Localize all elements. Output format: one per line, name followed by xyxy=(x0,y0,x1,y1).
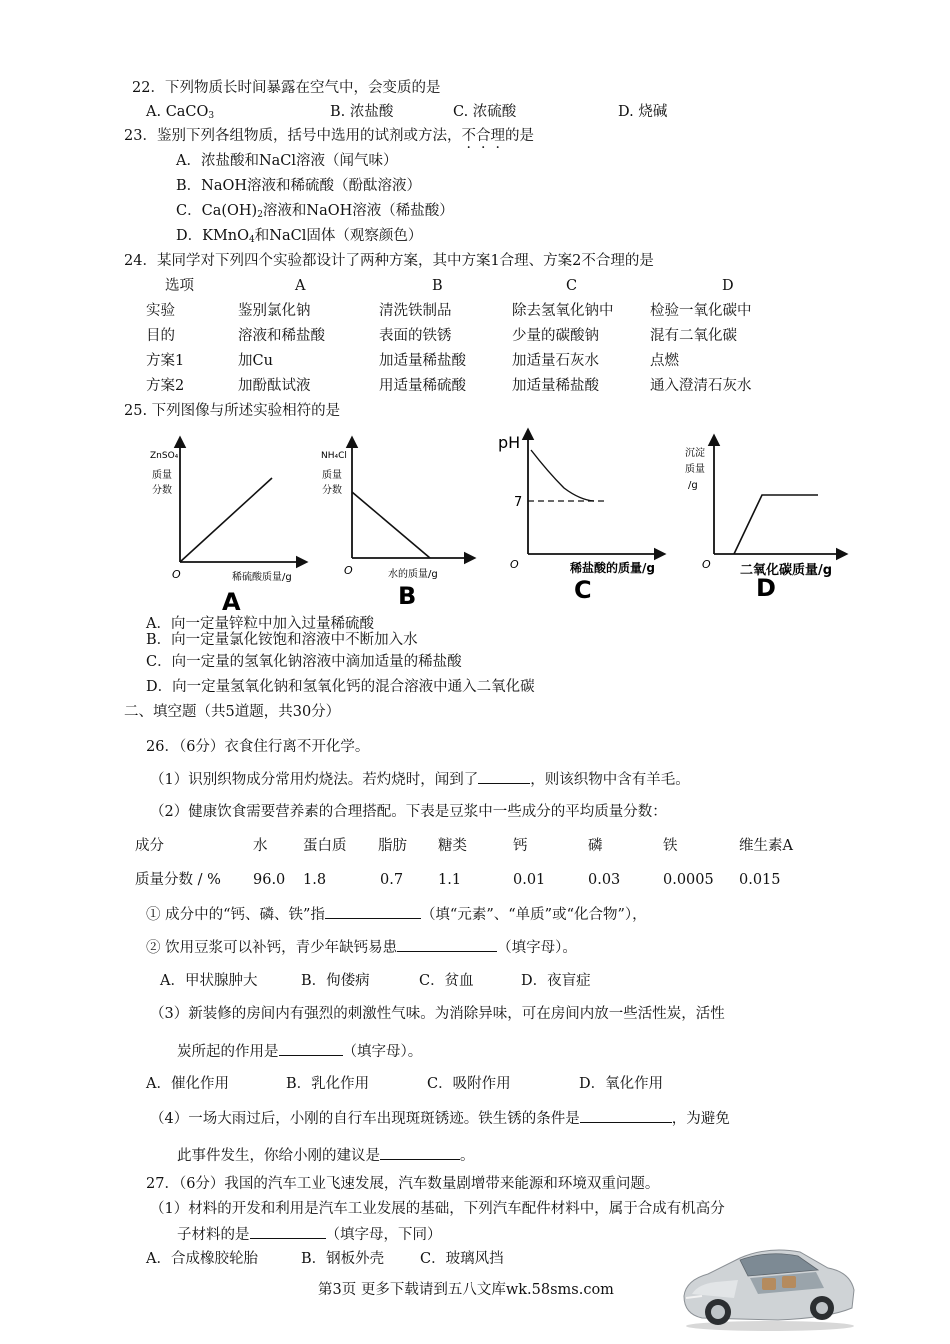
graph-b-ylabel-1: NH₄Cl xyxy=(321,451,347,461)
graph-b-curve xyxy=(352,492,430,558)
q23-option-b: B．NaOH溶液和稀硫酸（酚酞溶液） xyxy=(176,178,422,194)
q26-val-cell: 1.1 xyxy=(438,872,462,888)
q24-cell: 加Cu xyxy=(238,353,273,369)
q26-part3-option-a: A．催化作用 xyxy=(146,1076,229,1092)
graph-d-ylabel-2: 质量 xyxy=(685,464,705,475)
q27-part1-line2: 子材料的是 （填字母，下同） xyxy=(177,1224,442,1245)
q24-stem: 24．某同学对下列四个实验都设计了两种方案，其中方案1合理、方案2不合理的是 xyxy=(124,253,654,269)
graph-d-letter: D xyxy=(756,574,776,602)
graph-b-letter: B xyxy=(398,582,417,610)
q26-part3-line1: （3）新装修的房间内有强烈的刺激性气味。为消除异味，可在房间内放一些活性炭，活性 xyxy=(150,1006,725,1022)
q26-sub2: ② 饮用豆浆可以补钙，青少年缺钙易患 （填字母）。 xyxy=(146,937,577,958)
q26-head-cell: 维生素A xyxy=(739,838,793,854)
q24-head-option: 选项 xyxy=(165,278,194,294)
graph-a-letter: A xyxy=(222,588,241,616)
q26-sub2-option-a: A．甲状腺肿大 xyxy=(160,973,258,989)
graph-a-curve xyxy=(180,478,272,562)
q25-option-a: A．向一定量锌粒中加入过量稀硫酸 xyxy=(146,616,374,632)
answer-blank[interactable] xyxy=(279,1041,343,1056)
q26-sub1: ① 成分中的“钙、磷、铁”指 （填“元素”、“单质”或“化合物”）， xyxy=(146,904,647,925)
q26-head-cell: 脂肪 xyxy=(378,838,407,854)
q26-part4-line1: （4）一场大雨过后，小刚的自行车出现斑斑锈迹。铁生锈的条件是 ，为避免 xyxy=(150,1108,730,1129)
q22-option-c: C. 浓硫酸 xyxy=(453,104,517,120)
graph-c-letter: C xyxy=(574,576,592,604)
graph-d-ylabel-1: 沉淀 xyxy=(685,448,705,459)
q24-cell: 清洗铁制品 xyxy=(379,303,452,319)
graph-c-mark-7: 7 xyxy=(514,495,523,510)
q26-part1: （1）识别织物成分常用灼烧法。若灼烧时，闻到了 ，则该织物中含有羊毛。 xyxy=(150,769,690,790)
q27-option-a: A．合成橡胶轮胎 xyxy=(146,1251,258,1267)
q26-head-cell: 蛋白质 xyxy=(303,838,347,854)
q24-cell: 方案2 xyxy=(146,378,185,394)
q25-option-b: B．向一定量氯化铵饱和溶液中不断加入水 xyxy=(146,632,418,648)
q24-cell: 鉴别氯化钠 xyxy=(238,303,311,319)
graph-b-origin: O xyxy=(344,564,353,577)
graph-c-origin: O xyxy=(510,558,519,571)
graph-a-ylabel-1: ZnSO₄ xyxy=(150,451,179,461)
q26-val-cell: 0.7 xyxy=(380,872,404,888)
q24-cell: 点燃 xyxy=(650,353,679,369)
q26-stem: 26．（6分）衣食住行离不开化学。 xyxy=(146,739,370,755)
graph-a-xlabel: 稀硫酸质量/g xyxy=(232,572,292,583)
q26-part4-line2: 此事件发生，你给小刚的建议是 。 xyxy=(177,1145,475,1166)
answer-blank[interactable] xyxy=(250,1224,326,1239)
q24-cell: 除去氢氧化钠中 xyxy=(512,303,614,319)
q26-sub2-option-b: B．佝偻病 xyxy=(301,973,370,989)
q23-option-d: D．KMnO$_4$和NaCl固体（观察颜色） xyxy=(176,228,423,245)
graph-c-ylabel: pH xyxy=(498,433,521,452)
q26-val-cell: 0.0005 xyxy=(663,872,714,888)
q26-head-cell: 磷 xyxy=(588,838,603,854)
q24-cell: 检验一氧化碳中 xyxy=(650,303,752,319)
q23-option-a: A．浓盐酸和NaCl溶液（闻气味） xyxy=(176,153,398,169)
graph-d-curve xyxy=(734,495,818,554)
q25-option-d: D．向一定量氢氧化钠和氢氧化钙的混合溶液中通入二氧化碳 xyxy=(146,679,535,695)
graph-b-ylabel-2: 质量 xyxy=(322,470,342,481)
q22-option-b: B. 浓盐酸 xyxy=(330,104,394,120)
q22-option-a: A. CaCO$_3$ xyxy=(146,104,215,121)
graph-d-origin: O xyxy=(702,558,711,571)
q24-cell: 实验 xyxy=(146,303,175,319)
q25-graphs xyxy=(0,420,950,620)
q25-option-c: C．向一定量的氢氧化钠溶液中滴加适量的稀盐酸 xyxy=(146,654,462,670)
q26-head-cell: 铁 xyxy=(663,838,678,854)
q27-part1-line1: （1）材料的开发和利用是汽车工业发展的基础，下列汽车配件材料中，属于合成有机高分 xyxy=(150,1201,725,1217)
graph-a-ylabel-3: 分数 xyxy=(152,485,172,496)
q27-stem: 27．（6分）我国的汽车工业飞速发展，汽车数量剧增带来能源和环境双重问题。 xyxy=(146,1176,660,1192)
q26-val-cell: 0.015 xyxy=(739,872,781,888)
q22-stem: 22．下列物质长时间暴露在空气中，会变质的是 xyxy=(132,80,441,96)
q26-part3-option-b: B．乳化作用 xyxy=(286,1076,370,1092)
q24-cell: 加酚酞试液 xyxy=(238,378,311,394)
answer-blank[interactable] xyxy=(397,937,497,952)
answer-blank[interactable] xyxy=(380,1145,460,1160)
section2-heading: 二、填空题（共5道题，共30分） xyxy=(124,704,341,720)
graph-c xyxy=(498,430,664,604)
q27-option-b: B．钢板外壳 xyxy=(301,1251,385,1267)
graph-b-ylabel-3: 分数 xyxy=(322,485,342,496)
graph-d-ylabel-3: /g xyxy=(688,480,698,491)
q26-sub2-option-d: D．夜盲症 xyxy=(521,973,591,989)
answer-blank[interactable] xyxy=(478,769,530,784)
car-image xyxy=(678,1232,858,1332)
q24-cell: 方案1 xyxy=(146,353,185,369)
graph-c-curve xyxy=(531,450,594,501)
graph-d xyxy=(685,436,846,602)
graph-d-xlabel: 二氧化碳质量/g xyxy=(740,563,833,578)
answer-blank[interactable] xyxy=(580,1108,672,1123)
q24-head-a: A xyxy=(295,278,306,294)
q26-val-cell: 质量分数 / % xyxy=(135,872,221,888)
q22-option-d: D. 烧碱 xyxy=(618,104,668,120)
answer-blank[interactable] xyxy=(325,904,421,919)
q24-cell: 混有二氧化碳 xyxy=(650,328,737,344)
q26-part3-option-d: D．氧化作用 xyxy=(579,1076,664,1092)
graph-b-xlabel: 水的质量/g xyxy=(388,569,438,580)
q26-part3-option-c: C．吸附作用 xyxy=(427,1076,511,1092)
q26-part3-line2: 炭所起的作用是 （填字母）。 xyxy=(177,1041,422,1062)
q26-part2: （2）健康饮食需要营养素的合理搭配。下表是豆浆中一些成分的平均质量分数： xyxy=(150,804,667,820)
graph-c-xlabel: 稀盐酸的质量/g xyxy=(570,561,655,575)
q24-cell: 加适量石灰水 xyxy=(512,353,599,369)
q26-head-cell: 水 xyxy=(253,838,268,854)
q24-cell: 通入澄清石灰水 xyxy=(650,378,752,394)
q26-val-cell: 1.8 xyxy=(303,872,327,888)
q26-val-cell: 96.0 xyxy=(253,872,286,888)
q23-option-c: C．$Ca(OH)_2$溶液和NaOH溶液（稀盐酸） xyxy=(176,203,454,220)
graph-b xyxy=(321,438,474,610)
q24-head-c: C xyxy=(566,278,578,294)
q24-cell: 表面的铁锈 xyxy=(379,328,452,344)
q24-cell: 溶液和稀盐酸 xyxy=(238,328,325,344)
q24-head-b: B xyxy=(432,278,443,294)
graph-a-origin: O xyxy=(172,568,181,581)
q26-head-cell: 钙 xyxy=(513,838,528,854)
q24-cell: 用适量稀硫酸 xyxy=(379,378,466,394)
graph-a-ylabel-2: 质量 xyxy=(152,470,172,481)
q26-val-cell: 0.03 xyxy=(588,872,621,888)
q24-cell: 目的 xyxy=(146,328,175,344)
q26-head-cell: 糖类 xyxy=(438,838,467,854)
q24-head-d: D xyxy=(722,278,734,294)
q24-cell: 加适量稀盐酸 xyxy=(379,353,466,369)
q26-val-cell: 0.01 xyxy=(513,872,546,888)
q24-cell: 加适量稀盐酸 xyxy=(512,378,599,394)
q26-head-cell: 成分 xyxy=(135,838,164,854)
graph-a xyxy=(150,438,306,616)
page-footer: 第3页 更多下载请到五八文库wk.58sms.com xyxy=(318,1282,614,1298)
q27-option-c: C．玻璃风挡 xyxy=(420,1251,504,1267)
q24-cell: 少量的碳酸钠 xyxy=(512,328,599,344)
q26-sub2-option-c: C．贫血 xyxy=(419,973,474,989)
q23-stem: 23．鉴别下列各组物质，括号中选用的试剂或方法，不合理的是 xyxy=(124,128,534,144)
q25-stem: 25. 下列图像与所述实验相符的是 xyxy=(124,403,341,419)
